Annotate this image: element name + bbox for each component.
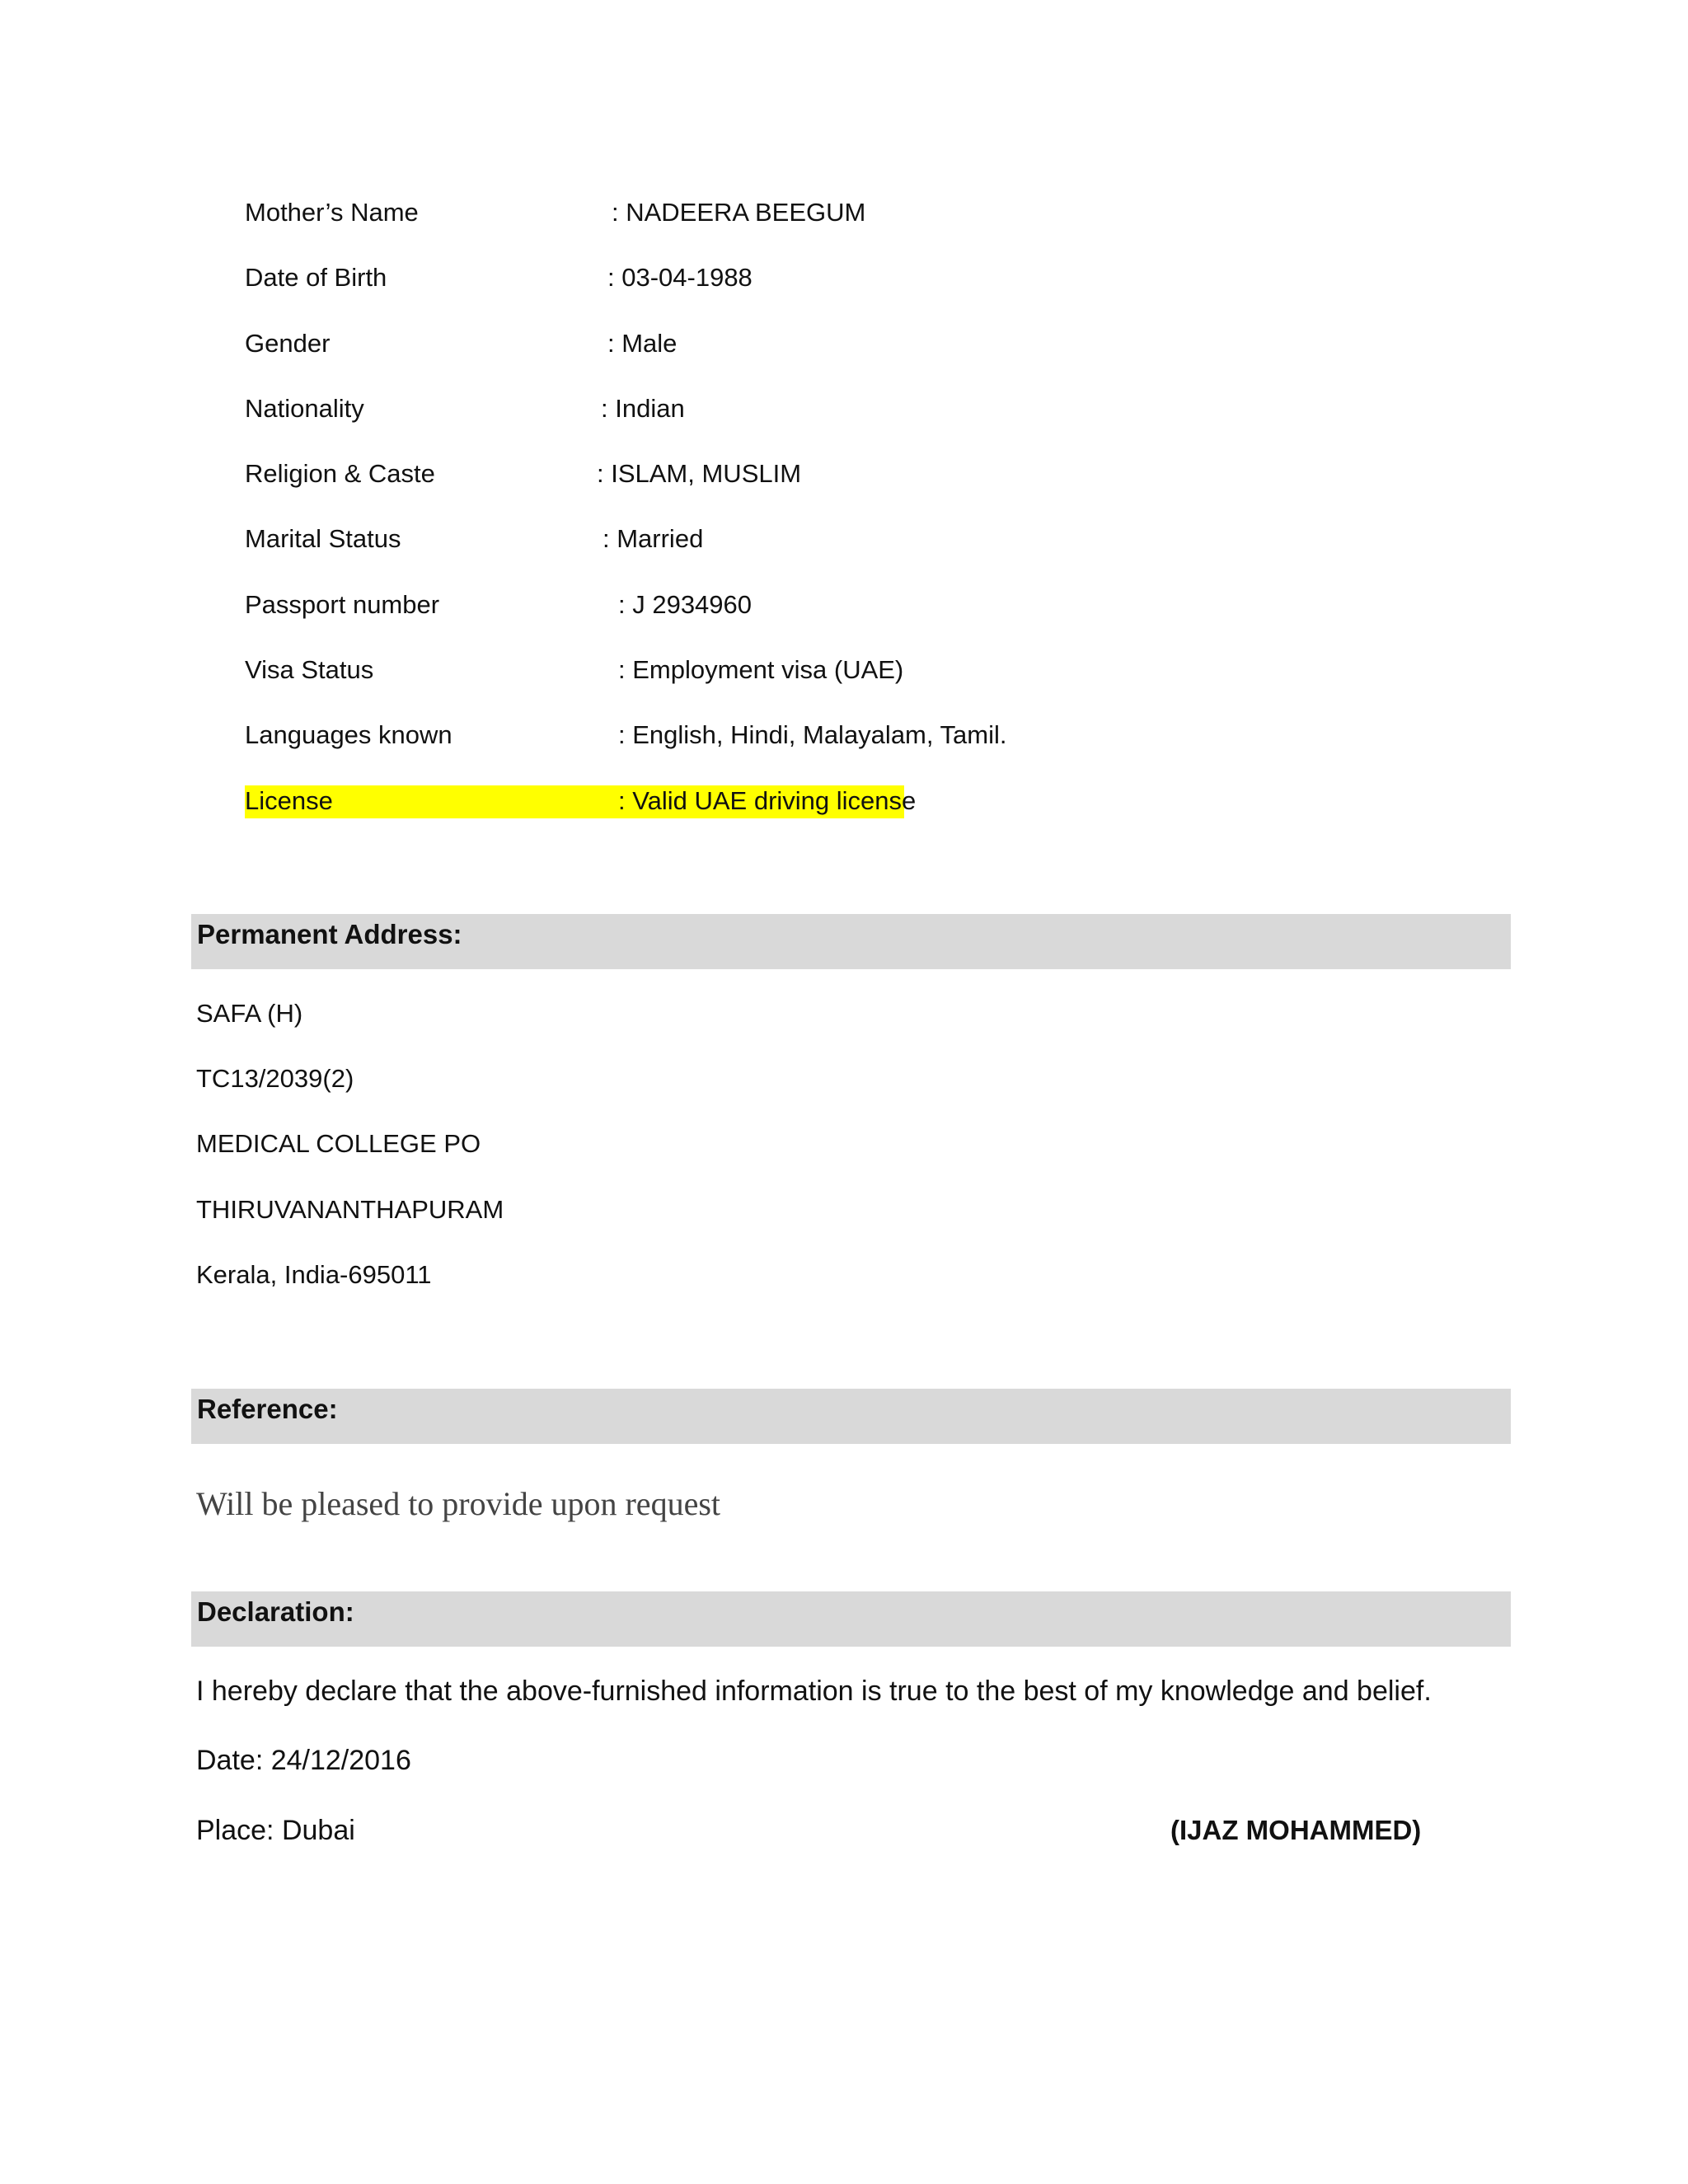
detail-label: License [245, 786, 333, 815]
detail-label: Visa Status [245, 655, 374, 684]
detail-label: Marital Status [245, 524, 401, 553]
address-line: THIRUVANANTHAPURAM [196, 1195, 504, 1224]
section-title: Declaration: [197, 1596, 354, 1627]
detail-value: : Indian [601, 394, 685, 423]
detail-label: Nationality [245, 394, 364, 423]
permanent-address-header [191, 914, 1511, 969]
address-line: TC13/2039(2) [196, 1064, 354, 1093]
detail-value: : Employment visa (UAE) [618, 655, 904, 684]
detail-value: : NADEERA BEEGUM [612, 198, 866, 227]
detail-label: Date of Birth [245, 263, 387, 292]
declaration-place: Place: Dubai [196, 1815, 355, 1846]
declaration-header [191, 1591, 1511, 1647]
section-title: Reference: [197, 1394, 338, 1424]
signature-name: (IJAZ MOHAMMED) [1170, 1815, 1422, 1845]
detail-label: Gender [245, 329, 331, 358]
declaration-statement: I hereby declare that the above-furnished information is true to the best of my knowledge and belief. [196, 1675, 1432, 1707]
address-line: SAFA (H) [196, 999, 303, 1028]
detail-value: : Valid UAE driving license [618, 786, 917, 815]
detail-value: : English, Hindi, Malayalam, Tamil. [618, 720, 1007, 749]
detail-value: : Married [603, 524, 704, 553]
detail-value: : 03-04-1988 [607, 263, 753, 292]
address-line: MEDICAL COLLEGE PO [196, 1129, 481, 1158]
detail-label: Languages known [245, 720, 452, 749]
detail-value: : ISLAM, MUSLIM [597, 459, 802, 488]
section-title: Permanent Address: [197, 919, 462, 949]
address-line: Kerala, India-695011 [196, 1260, 432, 1289]
detail-label: Passport number [245, 590, 440, 619]
detail-label: Mother’s Name [245, 198, 419, 227]
detail-value: : Male [607, 329, 678, 358]
reference-header [191, 1389, 1511, 1444]
reference-text: Will be pleased to provide upon request [196, 1485, 720, 1522]
declaration-date: Date: 24/12/2016 [196, 1745, 411, 1776]
detail-value: : J 2934960 [618, 590, 753, 619]
detail-label: Religion & Caste [245, 459, 435, 488]
